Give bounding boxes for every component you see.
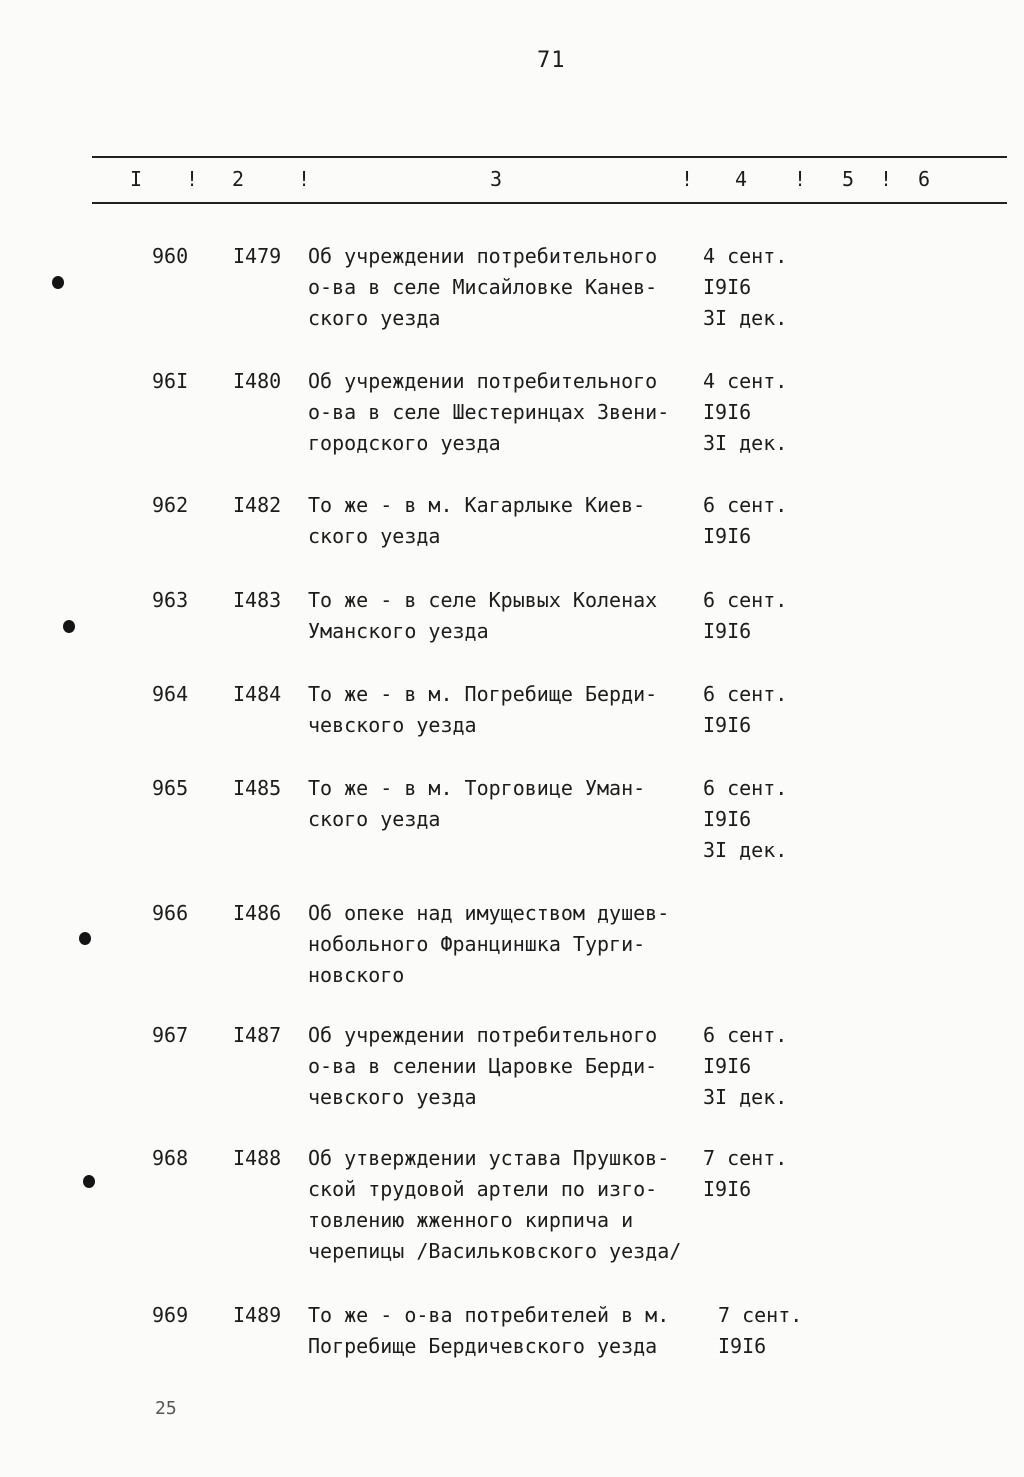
record-title-line: чевского уезда (308, 713, 477, 737)
record-number: 96I (152, 369, 189, 393)
record-title-line: То же - в м. Торговице Уман- (308, 776, 646, 800)
record-number: 966 (152, 901, 189, 925)
record-dates (718, 1300, 828, 1362)
punch-hole (79, 932, 91, 945)
date-line: 7 сент. (703, 1146, 788, 1170)
table-top-rule (92, 156, 1007, 158)
file-number: I480 (233, 369, 282, 393)
record-title (308, 679, 703, 741)
record-dates (703, 1020, 813, 1113)
record-title (308, 366, 703, 459)
date-line: 4 сент. (703, 369, 788, 393)
date-line: I9I6 (703, 1177, 752, 1201)
file-number: I488 (233, 1146, 282, 1170)
date-line: 6 сент. (703, 682, 788, 706)
record-title-line: Об учреждении потребительного (308, 369, 658, 393)
date-line: 6 сент. (703, 588, 788, 612)
record-number: 969 (152, 1303, 189, 1327)
record-title (308, 773, 703, 835)
record-title-line: Об опеке над имуществом душев- (308, 901, 670, 925)
column-separator: ! (880, 167, 893, 191)
file-number: I484 (233, 682, 282, 706)
date-line: 6 сент. (703, 776, 788, 800)
date-line: I9I6 (703, 524, 752, 548)
file-number: I482 (233, 493, 282, 517)
date-line: I9I6 (718, 1334, 767, 1358)
punch-hole (63, 620, 75, 633)
record-title-line: чевского уезда (308, 1085, 477, 1109)
file-number: I485 (233, 776, 282, 800)
page-number: 71 (537, 48, 566, 73)
date-line: 6 сент. (703, 493, 788, 517)
record-title-line: черепицы /Васильковского уезда/ (308, 1239, 682, 1263)
record-title-line: То же - о-ва потребителей в м. (308, 1303, 670, 1327)
punch-hole (52, 276, 64, 289)
column-header-4: 4 (735, 167, 748, 191)
record-title-line: ского уезда (308, 807, 441, 831)
record-title-line: о-ва в селе Шестеринцах Звени- (308, 400, 670, 424)
date-line: I9I6 (703, 400, 752, 424)
column-separator: ! (794, 167, 807, 191)
date-line: I9I6 (703, 807, 752, 831)
record-number: 960 (152, 244, 189, 268)
date-line: I9I6 (703, 713, 752, 737)
file-number: I483 (233, 588, 282, 612)
record-number: 965 (152, 776, 189, 800)
record-title-line: ского уезда (308, 524, 441, 548)
column-header-1: I (130, 167, 143, 191)
column-header-2: 2 (232, 167, 245, 191)
record-title-line: Об учреждении потребительного (308, 1023, 658, 1047)
column-separator: ! (681, 167, 694, 191)
date-line: 3I дек. (703, 838, 788, 862)
record-title (308, 490, 703, 552)
record-title-line: Об учреждении потребительного (308, 244, 658, 268)
table-header-rule (92, 202, 1007, 204)
date-line: 4 сент. (703, 244, 788, 268)
date-line: 3I дек. (703, 431, 788, 455)
column-separator: ! (298, 167, 311, 191)
date-line: 3I дек. (703, 306, 788, 330)
file-number: I486 (233, 901, 282, 925)
date-line: 6 сент. (703, 1023, 788, 1047)
record-dates (703, 679, 813, 741)
record-number: 963 (152, 588, 189, 612)
record-title (308, 898, 703, 991)
record-number: 967 (152, 1023, 189, 1047)
record-title-line: новского (308, 963, 405, 987)
record-title-line: Уманского уезда (308, 619, 489, 643)
record-title-line: о-ва в селении Царовке Берди- (308, 1054, 658, 1078)
record-title-line: товлению жженного кирпича и (308, 1208, 634, 1232)
date-line: I9I6 (703, 1054, 752, 1078)
record-dates (703, 366, 813, 459)
column-separator: ! (186, 167, 199, 191)
column-header-6: 6 (918, 167, 931, 191)
column-header-3: 3 (490, 167, 503, 191)
date-line: I9I6 (703, 275, 752, 299)
record-number: 964 (152, 682, 189, 706)
record-title (308, 1143, 703, 1267)
file-number: I489 (233, 1303, 282, 1327)
record-dates (703, 490, 813, 552)
record-dates (703, 773, 813, 866)
record-title-line: То же - в м. Погребище Берди- (308, 682, 658, 706)
record-dates (703, 585, 813, 647)
record-title-line: нобольного Франциншка Турги- (308, 932, 646, 956)
record-title-line: То же - в м. Кагарлыке Киев- (308, 493, 646, 517)
record-number: 968 (152, 1146, 189, 1170)
record-title-line: То же - в селе Крывых Коленах (308, 588, 658, 612)
record-title-line: о-ва в селе Мисайловке Канев- (308, 275, 658, 299)
file-number: I487 (233, 1023, 282, 1047)
record-title-line: Об утверждении устава Прушков- (308, 1146, 670, 1170)
record-number: 962 (152, 493, 189, 517)
footer-mark: 25 (155, 1398, 177, 1419)
record-title (308, 585, 703, 647)
record-title-line: ского уезда (308, 306, 441, 330)
record-title (308, 1020, 703, 1113)
record-title-line: ской трудовой артели по изго- (308, 1177, 658, 1201)
date-line: I9I6 (703, 619, 752, 643)
record-title-line: городского уезда (308, 431, 501, 455)
date-line: 7 сент. (718, 1303, 803, 1327)
record-title-line: Погребище Бердичевского уезда (308, 1334, 658, 1358)
file-number: I479 (233, 244, 282, 268)
punch-hole (83, 1175, 95, 1188)
record-title (308, 241, 703, 334)
column-header-5: 5 (842, 167, 855, 191)
date-line: 3I дек. (703, 1085, 788, 1109)
record-dates (703, 1143, 813, 1205)
record-title (308, 1300, 703, 1362)
record-dates (703, 241, 813, 334)
